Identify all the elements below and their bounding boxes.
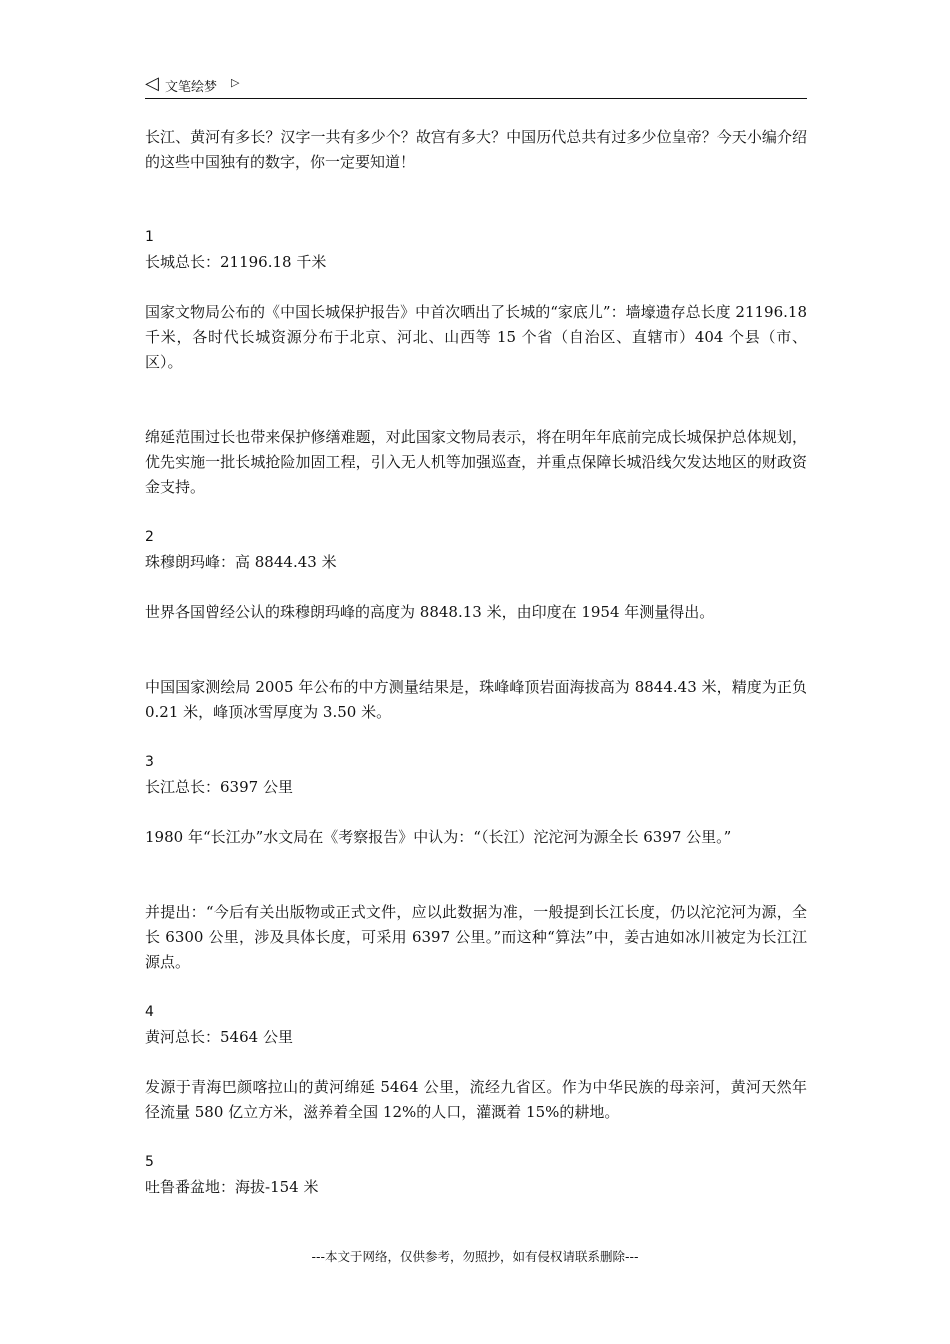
section-heading: 长城总长：21196.18 千米 <box>145 253 327 271</box>
section-paragraph: 中国国家测绘局 2005 年公布的中方测量结果是，珠峰峰顶岩面海拔高为 8844.43 米，精度为正负 0.21 米，峰顶冰雪厚度为 3.50 米。 <box>145 678 807 721</box>
brand-name: 文笔绘梦 <box>165 80 218 95</box>
section-number: 3 <box>145 754 154 770</box>
triangle-left-icon: ◁ <box>145 73 159 94</box>
page-header <box>145 74 807 99</box>
section-number: 2 <box>145 529 154 545</box>
section-heading: 黄河总长：5464 公里 <box>145 1028 293 1046</box>
intro-paragraph: 长江、黄河有多长？汉字一共有多少个？故宫有多大？中国历代总共有过多少位皇帝？今天小编介绍的这些中国独有的数字，你一定要知道！ <box>145 128 807 171</box>
section-number: 5 <box>145 1154 154 1170</box>
section-paragraph: 国家文物局公布的《中国长城保护报告》中首次晒出了长城的“家底儿”：墙壕遗存总长度 21196.18 千米，各时代长城资源分布于北京、河北、山西等 15 个省（自治区、直辖市）404 个县（市、区）。 <box>145 303 807 371</box>
section-heading: 长江总长：6397 公里 <box>145 778 293 796</box>
section-number: 1 <box>145 229 154 245</box>
section-heading: 吐鲁番盆地：海拔-154 米 <box>145 1178 319 1196</box>
section-paragraph: 绵延范围过长也带来保护修缮难题，对此国家文物局表示，将在明年年底前完成长城保护总体规划，优先实施一批长城抢险加固工程，引入无人机等加强巡查，并重点保障长城沿线欠发达地区的财政资金支持。 <box>145 428 807 496</box>
triangle-right-icon: ▷ <box>231 76 240 89</box>
section-paragraph: 1980 年“长江办”水文局在《考察报告》中认为：“（长江）沱沱河为源全长 6397 公里。” <box>145 828 732 846</box>
section-paragraph: 世界各国曾经公认的珠穆朗玛峰的高度为 8848.13 米，由印度在 1954 年测量得出。 <box>145 603 715 621</box>
page-footer: ---本文于网络，仅供参考，勿照抄，如有侵权请联系删除--- <box>311 1249 639 1264</box>
section-paragraph: 并提出：“今后有关出版物或正式文件，应以此数据为准，一般提到长江长度，仍以沱沱河为源，全长 6300 公里，涉及具体长度，可采用 6397 公里。”而这种“算法”中，姜古迪如冰川被定为长江江源点。 <box>145 903 807 971</box>
section-number: 4 <box>145 1004 154 1020</box>
section-heading: 珠穆朗玛峰：高 8844.43 米 <box>145 553 337 571</box>
article-body <box>145 125 807 1200</box>
section-paragraph: 发源于青海巴颜喀拉山的黄河绵延 5464 公里，流经九省区。作为中华民族的母亲河，黄河天然年径流量 580 亿立方米，滋养着全国 12%的人口，灌溉着 15%的耕地。 <box>145 1078 807 1121</box>
